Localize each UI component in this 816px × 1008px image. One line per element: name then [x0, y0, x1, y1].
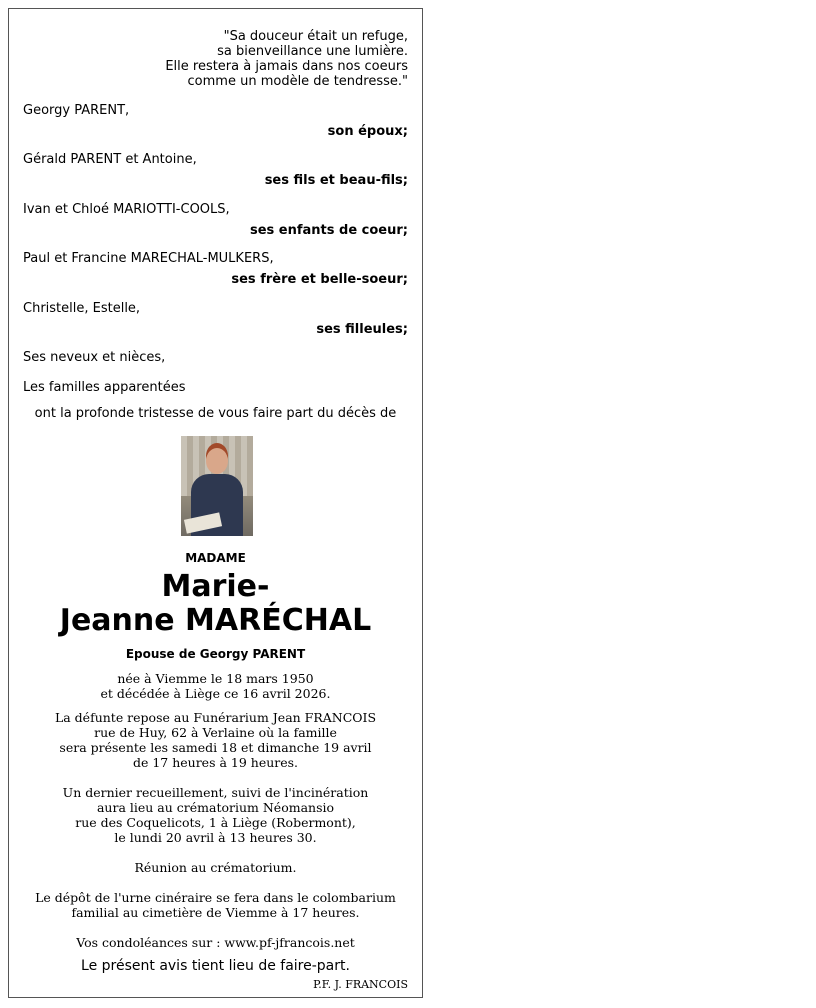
announcement-line: ont la profonde tristesse de vous faire part du décès de	[34, 406, 397, 421]
family-name-4: Paul et Francine MARECHAL-MULKERS,	[23, 251, 274, 266]
epigraph-quote	[165, 29, 408, 89]
family-name-1: Georgy PARENT,	[23, 103, 130, 118]
family-relation-1: son époux;	[327, 124, 408, 139]
reunion-line: Réunion au crématorium.	[134, 860, 297, 875]
quote-line: "Sa douceur était un refuge,	[223, 29, 408, 44]
urn-line: Le dépôt de l'urne cinéraire se fera dans le colombarium	[35, 890, 396, 905]
quote-line: sa bienveillance une lumière.	[217, 44, 408, 59]
notice-line: Le présent avis tient lieu de faire-part.	[81, 958, 350, 974]
families-line: Les familles apparentées	[23, 380, 186, 395]
visitation-block	[9, 710, 422, 770]
family-relation-5: ses filleules;	[316, 322, 408, 337]
urn-line: familial au cimetière de Viemme à 17 heures.	[71, 905, 360, 920]
deceased-name-line1: Marie-	[161, 569, 270, 604]
death-line: et décédée à Liège ce 16 avril 2026.	[100, 686, 331, 701]
ceremony-line: aura lieu au crématorium Néomansio	[96, 800, 335, 815]
honorific-title: MADAME	[185, 551, 246, 565]
obituary-card	[8, 8, 423, 998]
condolences-line: Vos condoléances sur : www.pf-jfrancois.net	[76, 935, 355, 950]
ceremony-line: rue des Coquelicots, 1 à Liège (Robermont),	[75, 815, 356, 830]
family-name-2: Gérald PARENT et Antoine,	[23, 152, 197, 167]
deceased-photo	[181, 436, 253, 536]
ceremony-line: Un dernier recueillement, suivi de l'incinération	[62, 785, 369, 800]
deceased-name-line2: Jeanne MARÉCHAL	[59, 603, 372, 638]
family-name-5: Christelle, Estelle,	[23, 301, 141, 316]
funeral-home-signature: P.F. J. FRANCOIS	[313, 978, 408, 991]
family-relation-4: ses frère et belle-soeur;	[231, 272, 408, 287]
urn-block	[9, 890, 422, 920]
nephews-line: Ses neveux et nièces,	[23, 350, 166, 365]
ceremony-block	[9, 785, 422, 845]
family-name-3: Ivan et Chloé MARIOTTI-COOLS,	[23, 202, 230, 217]
ceremony-line: le lundi 20 avril à 13 heures 30.	[114, 830, 317, 845]
quote-line: comme un modèle de tendresse."	[187, 74, 408, 89]
visitation-line: rue de Huy, 62 à Verlaine où la famille	[94, 725, 337, 740]
visitation-line: La défunte repose au Funérarium Jean FRANCOIS	[54, 710, 377, 725]
birth-line: née à Viemme le 18 mars 1950	[117, 671, 314, 686]
spouse-line: Epouse de Georgy PARENT	[125, 647, 306, 661]
family-relation-2: ses fils et beau-fils;	[264, 173, 408, 188]
family-relation-3: ses enfants de coeur;	[249, 223, 408, 238]
quote-line: Elle restera à jamais dans nos coeurs	[165, 59, 408, 74]
visitation-line: de 17 heures à 19 heures.	[132, 755, 299, 770]
visitation-line: sera présente les samedi 18 et dimanche 19 avril	[59, 740, 372, 755]
birth-death-block	[9, 671, 422, 701]
